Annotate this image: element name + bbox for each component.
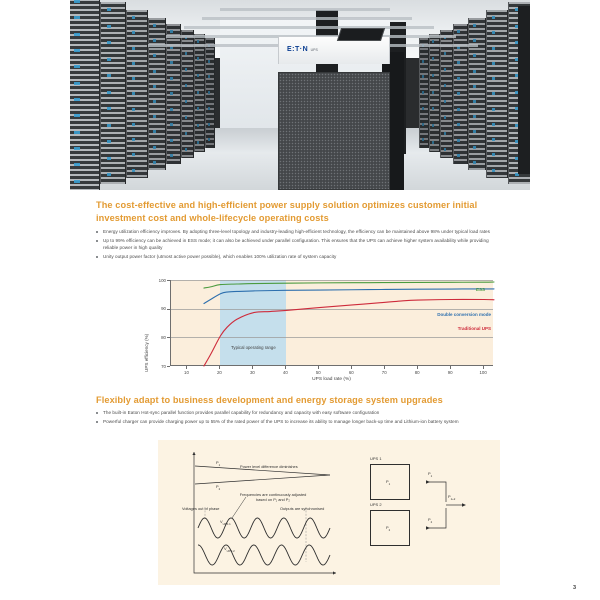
page-number: 3 — [572, 585, 576, 591]
chart-x-tick-label: 80 — [414, 370, 420, 375]
voltages-out-of-phase-annotation: Voltages out of phase — [182, 506, 220, 511]
chart-x-tick-mark — [483, 366, 484, 369]
rack-depth-shading — [487, 10, 507, 178]
server-rack — [440, 30, 453, 158]
server-rack — [148, 18, 166, 170]
server-rack — [468, 18, 486, 170]
server-rack — [205, 38, 215, 148]
rack-depth-shading — [182, 30, 193, 158]
chart-x-tick-label: 40 — [282, 370, 288, 375]
chart-x-tick-mark — [384, 366, 385, 369]
chart-y-tick-mark — [167, 280, 170, 281]
chart-x-tick-mark — [417, 366, 418, 369]
block-ups2-power: $P_2$ — [386, 525, 391, 532]
ups-front-grille — [278, 72, 390, 190]
chart-x-tick-mark — [252, 366, 253, 369]
block-title-ups1: UPS 1 — [370, 456, 382, 461]
rack-depth-shading — [195, 34, 204, 152]
chart-x-tick-mark — [450, 366, 451, 369]
chart-x-tick-label: 70 — [381, 370, 387, 375]
chart-series-label: ESS — [475, 287, 485, 293]
bullet-item: Unity output power factor (utmost active power possible), which enables 100% utilization rate of system capacity — [96, 254, 500, 261]
chart-series-line — [204, 299, 494, 366]
chart-y-tick-label: 80 — [161, 334, 166, 340]
section-1-bullets — [96, 229, 500, 263]
chart-x-tick-mark — [351, 366, 352, 369]
chart-x-tick-mark — [219, 366, 220, 369]
hot-sync-diagram — [158, 440, 500, 585]
chart-series-svg — [171, 280, 494, 366]
ceiling-beam — [220, 8, 390, 11]
rack-depth-shading — [101, 2, 125, 184]
chart-y-tick-label: 100 — [158, 277, 166, 283]
server-rack — [419, 38, 429, 148]
block-title-ups2: UPS 2 — [370, 502, 382, 507]
power-curve-p2-label: $P_2$ — [216, 484, 221, 491]
server-rack — [70, 0, 100, 190]
rack-depth-shading — [127, 10, 147, 178]
eaton-ups-cabinet — [278, 36, 390, 190]
section-2-bullets — [96, 410, 500, 428]
chart-x-tick-label: 60 — [348, 370, 354, 375]
rack-column-dark — [518, 6, 530, 174]
server-rack — [126, 10, 148, 178]
rack-depth-shading — [70, 0, 99, 190]
ceiling-beam — [202, 17, 412, 20]
block-ups2-output-label: $P_2$ — [428, 517, 433, 524]
chart-y-tick-mark — [167, 366, 170, 367]
bullet-item: Up to 99% efficiency can be achieved in ESS mode; it can also be achieved under parallel configuration. This ensures that the UPS can achieve higher system availability while providing reliable power in high quality — [96, 238, 500, 251]
section-1-heading: The cost-effective and high-efficient power supply solution optimizes customer initial investment cost and whole-lifecycle operating costs — [96, 200, 478, 223]
rack-depth-shading — [420, 38, 428, 148]
chart-x-tick-label: 10 — [184, 370, 189, 375]
chart-y-tick-mark — [167, 337, 170, 338]
block-ups1-output-label: $P_1$ — [428, 471, 433, 478]
power-curve-p1-label: $P_1$ — [216, 460, 221, 467]
band-label-typical-operating-range: Typical operating range — [231, 344, 276, 350]
chart-x-tick-label: 30 — [249, 370, 255, 375]
eaton-wordmark: E:T·N — [287, 46, 309, 53]
chart-x-tick-label: 90 — [447, 370, 453, 375]
chart-plot-area — [170, 280, 493, 366]
chart-series-label: Traditional UPS — [457, 326, 491, 332]
ups-display-screen — [337, 28, 385, 41]
chart-y-tick-label: 90 — [161, 306, 166, 312]
chart-y-tick-mark — [167, 309, 170, 310]
chart-x-tick-mark — [318, 366, 319, 369]
chart-series-label: Double conversion mode — [437, 311, 491, 317]
ups-efficiency-chart — [130, 276, 500, 388]
block-ups1 — [370, 464, 410, 500]
rack-depth-shading — [469, 18, 485, 170]
combined-output-label: $P_{1+2}$ — [448, 494, 456, 501]
server-rack — [100, 2, 126, 184]
rack-depth-shading — [430, 34, 439, 152]
block-ups2 — [370, 510, 410, 546]
chart-x-tick-mark — [285, 366, 286, 369]
bullet-item: The built-in Eaton Hot-sync parallel function provides parallel capability for redundancy and capacity with easy software configuration — [96, 410, 500, 417]
rack-depth-shading — [149, 18, 165, 170]
chart-x-tick-label: 100 — [479, 370, 487, 375]
wave-label-ups2: $V_{UPS 2}$ — [224, 546, 235, 553]
eaton-sub-label: UPS — [310, 48, 318, 52]
outputs-synchronised-annotation: Outputs are synchronised — [280, 506, 325, 511]
wave-label-ups1: $V_{UPS 1}$ — [220, 519, 231, 526]
hot-sync-diagram-svg — [158, 440, 500, 585]
server-rack — [194, 34, 205, 152]
chart-x-tick-label: 20 — [216, 370, 222, 375]
chart-x-tick-label: 50 — [315, 370, 321, 375]
chart-y-tick-label: 70 — [161, 363, 166, 369]
chart-y-axis-title: UPS efficiency (%) — [144, 333, 149, 372]
frequency-adjust-annotation: Frequencies are continuously adjusted based on P₁ and P₂ — [239, 492, 307, 502]
rack-depth-shading — [206, 38, 214, 148]
eaton-logo — [287, 46, 318, 53]
block-ups1-power: $P_1$ — [386, 479, 391, 486]
chart-x-axis-title: UPS load rate (%) — [312, 377, 351, 382]
rack-depth-shading — [441, 30, 452, 158]
server-rack — [181, 30, 194, 158]
hero-image-datacenter — [70, 0, 530, 190]
chart-x-tick-mark — [186, 366, 187, 369]
ceiling-beam — [184, 26, 434, 29]
ups-top-panel — [278, 36, 390, 64]
power-difference-caption: Power level difference diminishes — [240, 464, 298, 469]
server-rack — [486, 10, 508, 178]
bullet-item: Energy utilization efficiency improves. By adopting three-level topology and industry-leading high-efficient technology, the efficiency can be maintained above 98% under typical load rates — [96, 229, 500, 236]
bullet-item: Powerful charger can provide charging power up to 55% of the rated power of the UPS to increase its ability to manage longer back-up time and Lithium-ion battery system — [96, 419, 500, 426]
server-rack — [429, 34, 440, 152]
section-2-heading: Flexibly adapt to business development and energy storage system upgrades — [96, 395, 443, 405]
